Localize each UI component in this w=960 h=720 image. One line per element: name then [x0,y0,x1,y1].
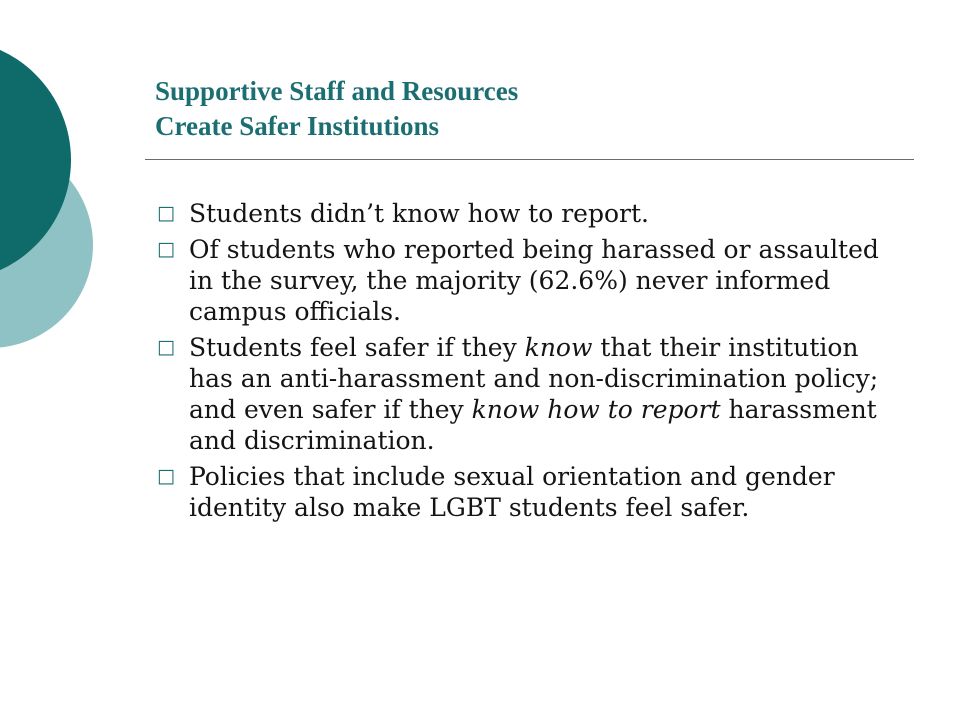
bullet-text: Policies that include sexual orientation and gender identity also make LGBT students feel safer. [189,462,835,522]
title-divider [145,159,914,160]
slide-title-line-2: Create Safer Institutions [155,111,439,141]
bullet-text: Students didn’t know how to report. [189,199,649,228]
slide-title-line-1: Supportive Staff and Resources [155,76,519,106]
square-bullet-icon: □ [157,465,175,487]
bullet-item [155,234,895,327]
square-bullet-icon: □ [157,202,175,224]
emphasis-text: know how to report [471,395,721,424]
decorative-circles [0,0,140,400]
bullet-text: that their institution has an anti-harassment and non-discrimination policy; and even safer if they [189,333,879,424]
bullet-item [155,198,895,229]
bullet-list [155,198,895,528]
slide-title [155,74,915,144]
bullet-text: harassment and discrimination. [189,395,877,455]
bullet-text: Of students who reported being harassed or assaulted in the survey, the majority (62.6%) never informed campus officials. [189,235,879,326]
square-bullet-icon: □ [157,238,175,260]
bullet-text: Students feel safer if they [189,333,525,362]
emphasis-text: know [524,333,593,362]
bullet-item [155,461,895,523]
bullet-item [155,332,895,456]
square-bullet-icon: □ [157,336,175,358]
